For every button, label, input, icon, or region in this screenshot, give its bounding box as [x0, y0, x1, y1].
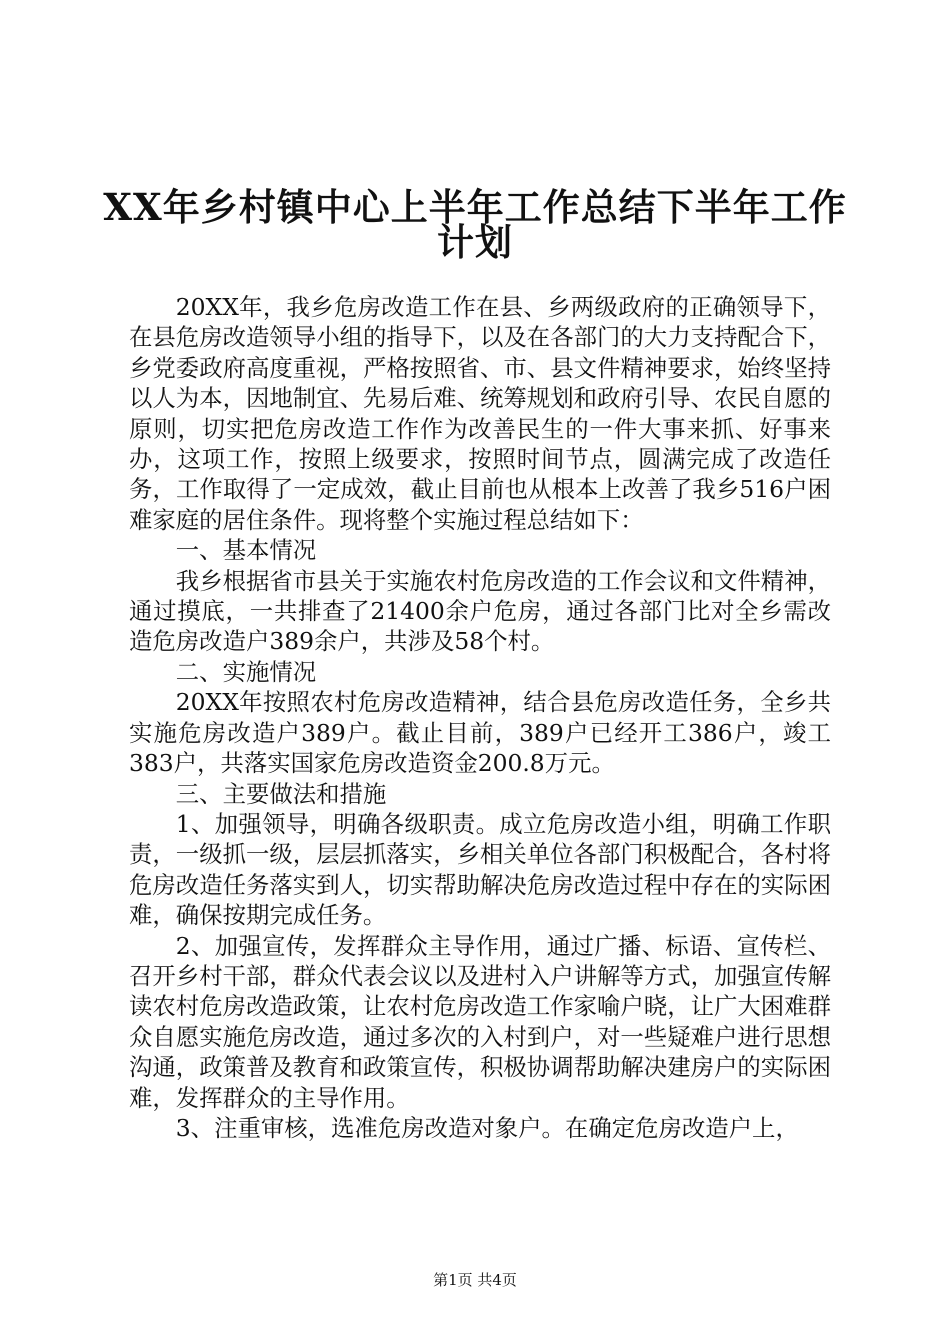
page-footer: 第1页 共4页 — [433, 1271, 517, 1289]
paragraph-measure-2: 2、加强宣传，发挥群众主导作用，通过广播、标语、宣传栏、召开乡村干部，群众代表会议以及进村入户讲解等方式，加强宣传解读农村危房改造政策，让农村危房改造工作家喻户晓，让广大困难群众自愿实施危房改造，通过多次的入村到户，对一些疑难户进行思想沟通，政策普及教育和政策宣传，积极协调帮助解决建房户的实际困难，发挥群众的主导作用。 — [129, 931, 831, 1112]
document-title-line-2: 计划 — [437, 220, 513, 264]
section-heading-measures: 三、主要做法和措施 — [175, 779, 387, 808]
document-title-line-1: XX年乡村镇中心上半年工作总结下半年工作 — [103, 185, 847, 229]
paragraph-measure-1: 1、加强领导，明确各级职责。成立危房改造小组，明确工作职责，一级抓一级，层层抓落实，乡相关单位各部门积极配合，各村将危房改造任务落实到人，切实帮助解决危房改造过程中存在的实际困难，确保按期完成任务。 — [129, 809, 831, 930]
paragraph-basic: 我乡根据省市县关于实施农村危房改造的工作会议和文件精神，通过摸底，一共排查了21400余户危房，通过各部门比对全乡需改造危房改造户389余户，共涉及58个村。 — [129, 566, 831, 656]
paragraph-intro: 20XX年，我乡危房改造工作在县、乡两级政府的正确领导下，在县危房改造领导小组的指导下，以及在各部门的大力支持配合下，乡党委政府高度重视，严格按照省、市、县文件精神要求，始终坚持以人为本，因地制宜、先易后难、统筹规划和政府引导、农民自愿的原则，切实把危房改造工作作为改善民生的一件大事来抓、好事来办，这项工作，按照上级要求，按照时间节点，圆满完成了改造任务，工作取得了一定成效，截止目前也从根本上改善了我乡516户困难家庭的居住条件。现将整个实施过程总结如下： — [129, 293, 831, 534]
section-heading-basic: 一、基本情况 — [175, 536, 317, 565]
paragraph-implementation: 20XX年按照农村危房改造精神，结合县危房改造任务，全乡共实施危房改造户389户。截止目前，389户已经开工386户，竣工383户，共落实国家危房改造资金200.8万元。 — [129, 688, 831, 778]
section-heading-implementation: 二、实施情况 — [175, 657, 317, 686]
paragraph-measure-3: 3、注重审核，选准危房改造对象户。在确定危房改造户上， — [175, 1113, 799, 1142]
document-body — [129, 292, 831, 1143]
